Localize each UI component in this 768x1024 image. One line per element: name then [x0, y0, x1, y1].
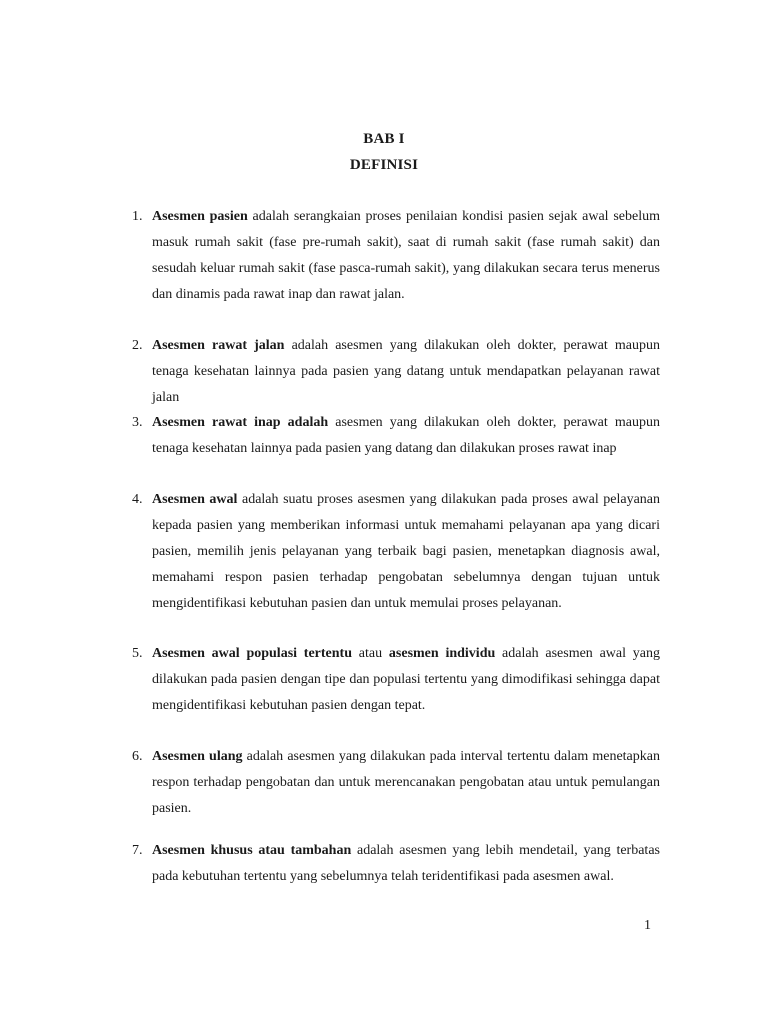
definition-text: adalah asesmen awal yang dilakukan pada pasien dengan tipe dan populasi tertentu yang dimodifikasi sehingga dapat mengidentifikasi kebutuhan pasien dengan tepat. [152, 646, 661, 713]
term: Asesmen awal [152, 492, 238, 507]
section-title: DEFINISI [349, 157, 419, 173]
connector-text: atau [352, 646, 389, 661]
list-item-number: 6. [132, 749, 143, 764]
chapter-heading: BAB I [363, 131, 405, 147]
term: Asesmen rawat jalan [152, 338, 285, 353]
list-item [132, 838, 660, 890]
term: Asesmen awal populasi tertentu [152, 646, 353, 661]
list-item [132, 744, 660, 822]
term: Asesmen khusus atau tambahan [152, 843, 352, 858]
list-item [132, 410, 660, 462]
list-item-number: 3. [132, 415, 143, 430]
list-item [132, 204, 660, 308]
definition-text: adalah asesmen yang lebih mendetail, yang terbatas pada kebutuhan tertentu yang sebelumnya telah teridentifikasi pada asesmen awal. [152, 843, 660, 884]
term: Asesmen ulang [152, 749, 243, 764]
term: Asesmen rawat inap adalah [152, 415, 329, 430]
list-item-number: 5. [132, 646, 143, 661]
definition-text: adalah suatu proses asesmen yang dilakukan pada proses awal pelayanan kepada pasien yang memberikan informasi untuk memahami pelayanan apa yang dicari pasien, memilih jenis pelayanan yang terbaik bagi pasien, menetapkan diagnosis awal, memahami respon pasien terhadap pengobatan sebelumnya dengan tujuan untuk mengidentifikasi kebutuhan pasien dan untuk memulai proses pelayanan. [152, 492, 660, 611]
list-item-number: 1. [132, 209, 143, 224]
page-number: 1 [644, 918, 651, 933]
term: asesmen individu [388, 646, 496, 661]
list-item [132, 487, 660, 617]
definition-text: adalah asesmen yang dilakukan oleh dokter, perawat maupun tenaga kesehatan lainnya pada pasien yang datang untuk mendapatkan pelayanan rawat jalan [152, 338, 660, 405]
list-item [132, 641, 661, 719]
list-item-number: 4. [132, 492, 143, 507]
list-item-number: 7. [132, 843, 143, 858]
term: Asesmen pasien [152, 209, 248, 224]
definition-text: adalah serangkaian proses penilaian kondisi pasien sejak awal sebelum masuk rumah sakit (fase pre-rumah sakit), saat di rumah sakit (fase rumah sakit) dan sesudah keluar rumah sakit (fase pasca-rumah sakit), yang dilakukan secara terus menerus dan dinamis pada rawat inap dan rawat jalan. [152, 209, 660, 302]
definition-text: asesmen yang dilakukan oleh dokter, perawat maupun tenaga kesehatan lainnya pada pasien yang datang dan dilakukan proses rawat inap [152, 415, 660, 456]
definition-text: adalah asesmen yang dilakukan pada interval tertentu dalam menetapkan respon terhadap pengobatan dan untuk merencanakan pengobatan atau untuk pemulangan pasien. [152, 749, 660, 816]
list-item [132, 333, 660, 411]
list-item-number: 2. [132, 338, 143, 353]
